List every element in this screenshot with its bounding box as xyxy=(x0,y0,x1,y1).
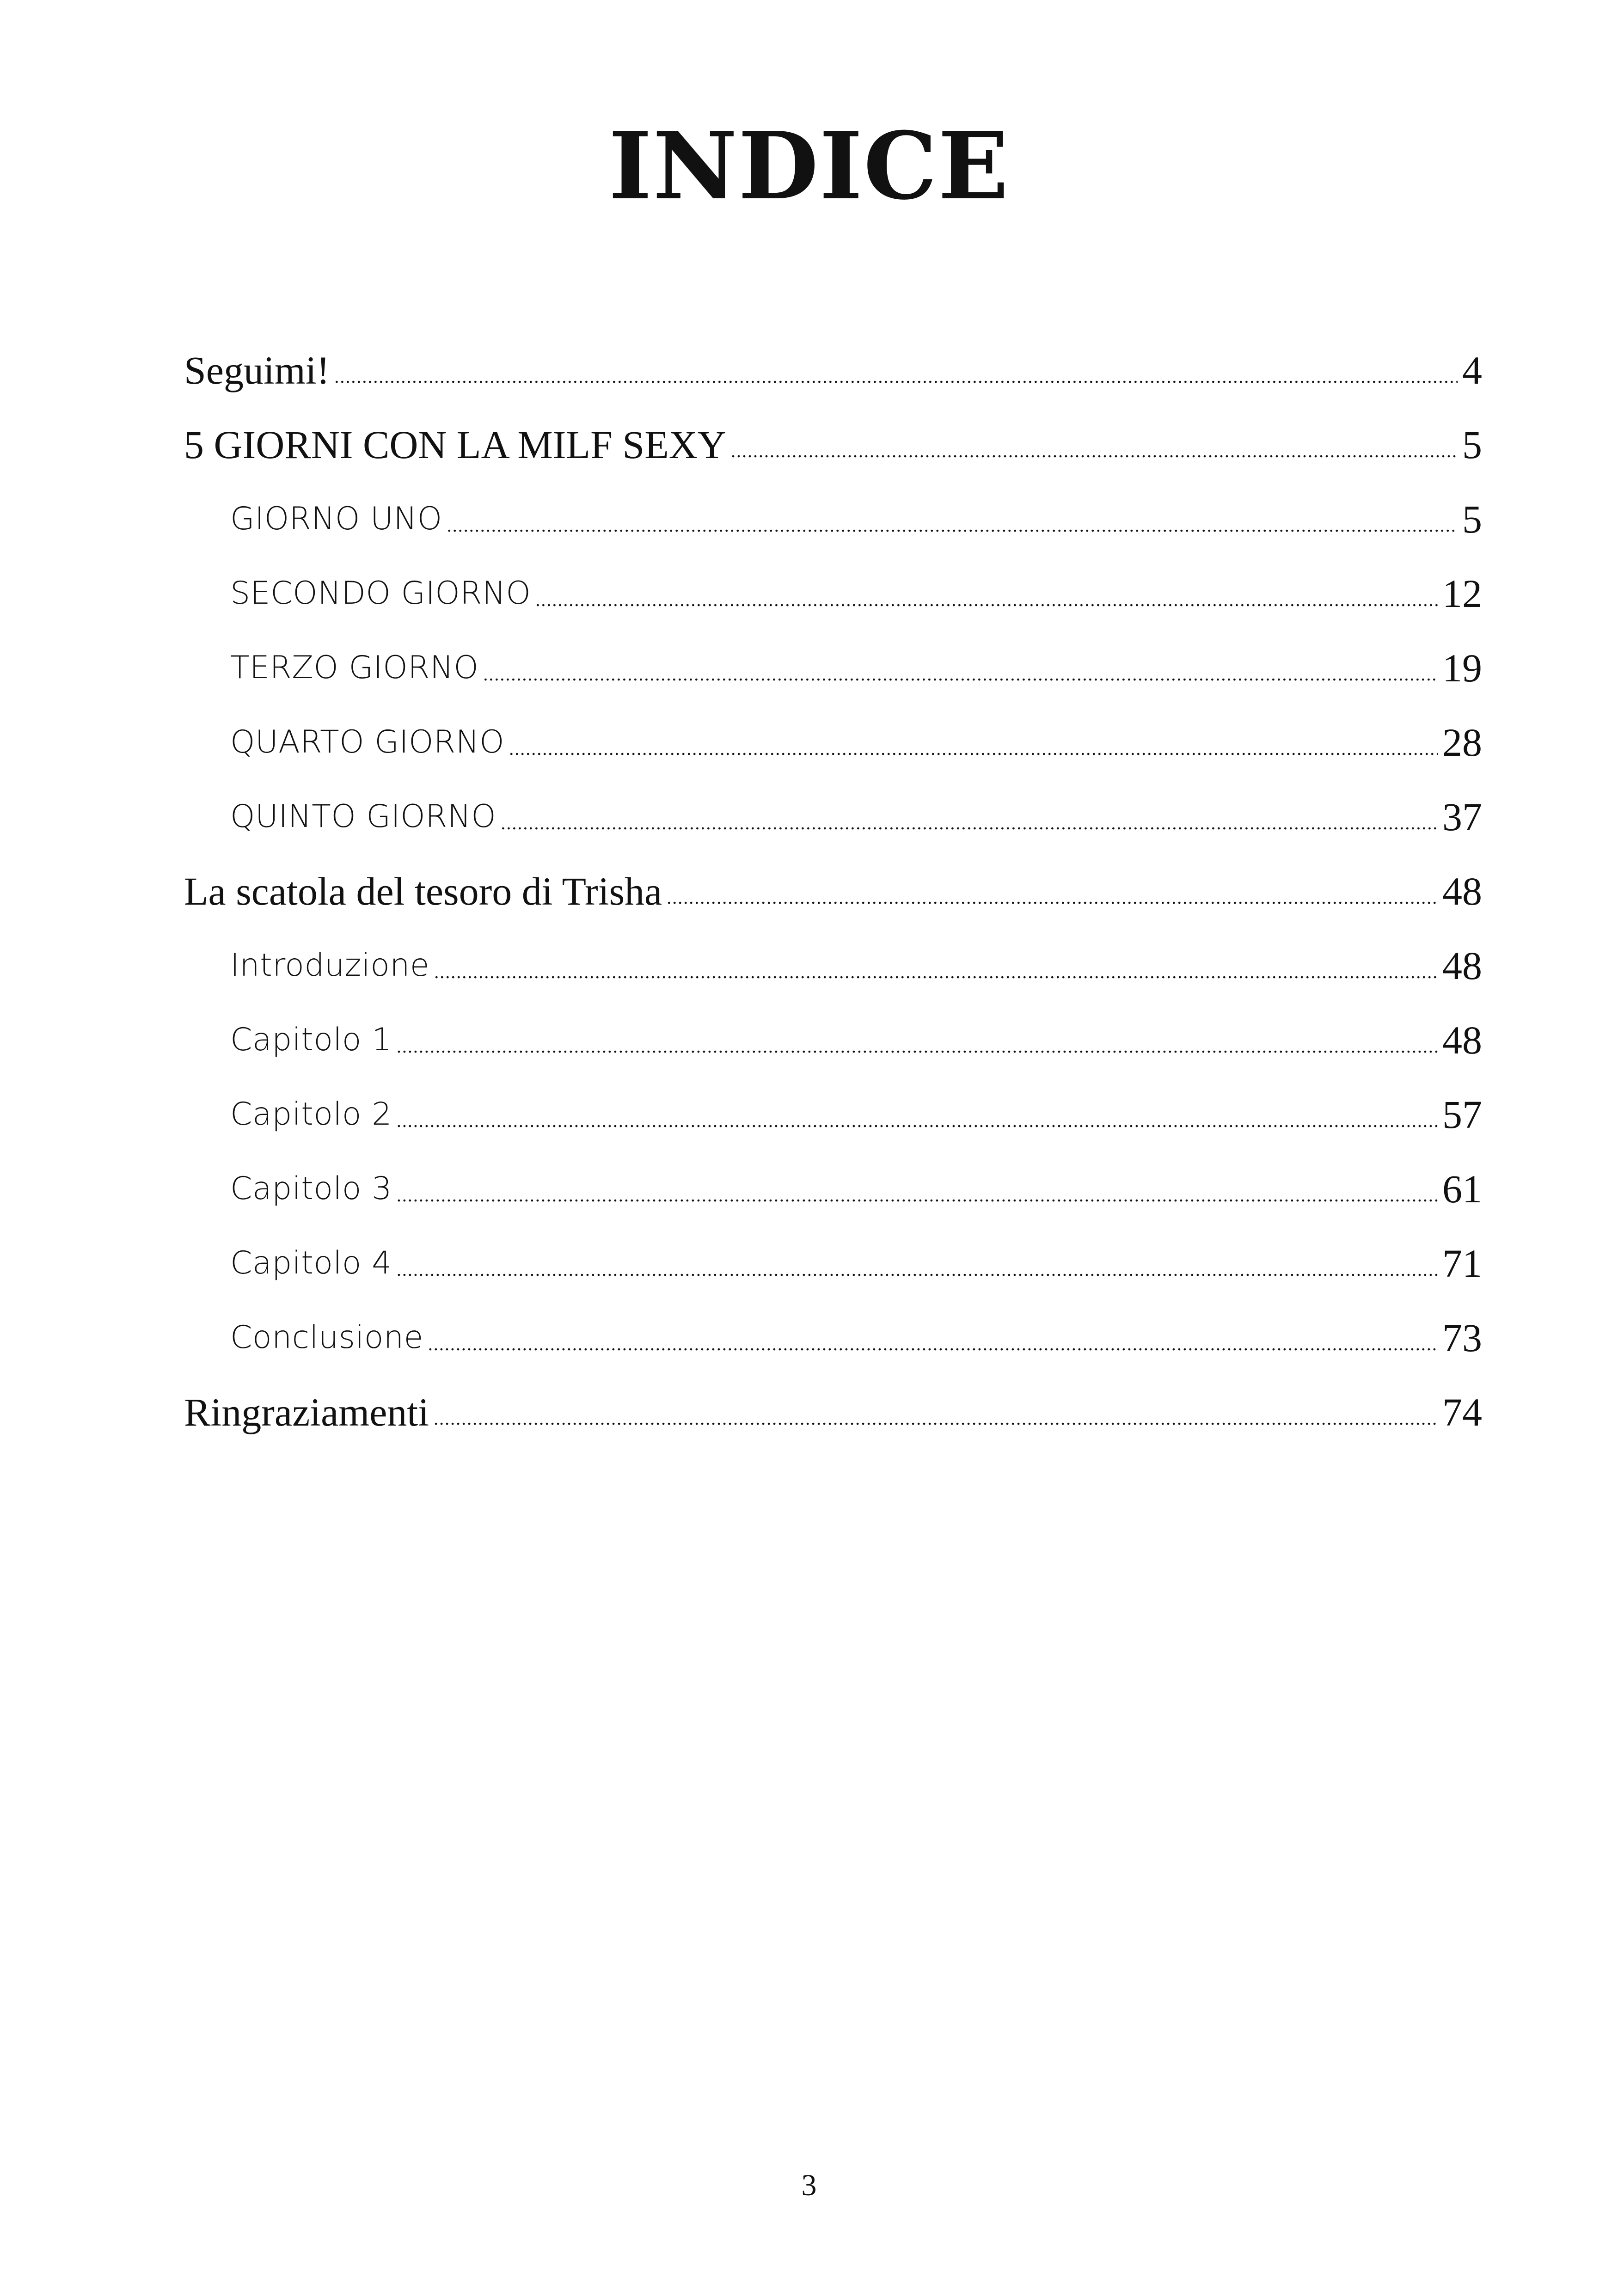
dot-leader xyxy=(447,516,1458,556)
toc-entry-label: Conclusione xyxy=(230,1319,423,1356)
dot-leader xyxy=(667,888,1438,928)
toc-entry-label: 5 GIORNI CON LA MILF SEXY xyxy=(184,422,726,467)
dot-leader xyxy=(483,665,1438,705)
toc-entry-label: Ringraziamenti xyxy=(184,1390,429,1434)
toc-subentry[interactable] xyxy=(184,705,1482,779)
toc-entry-label: Introduzione xyxy=(230,947,430,984)
page-title: INDICE xyxy=(608,112,1010,220)
toc-entry[interactable] xyxy=(184,333,1482,407)
table-of-contents xyxy=(184,333,1482,1449)
toc-subentry[interactable] xyxy=(184,1226,1482,1300)
dot-leader xyxy=(434,963,1438,1003)
toc-entry-label: GIORNO UNO xyxy=(230,501,442,537)
toc-entry-label: Capitolo 1 xyxy=(230,1022,392,1058)
toc-subentry[interactable] xyxy=(184,1300,1482,1375)
dot-leader xyxy=(434,1409,1438,1449)
dot-leader xyxy=(397,1186,1438,1226)
dot-leader xyxy=(397,1261,1438,1300)
toc-entry-label: Capitolo 2 xyxy=(230,1096,392,1133)
toc-entry-label: TERZO GIORNO xyxy=(230,649,479,686)
toc-entry[interactable] xyxy=(184,1375,1482,1449)
toc-entry-label: QUARTO GIORNO xyxy=(230,724,505,760)
toc-entry[interactable] xyxy=(184,854,1482,928)
dot-leader xyxy=(535,591,1438,631)
dot-leader xyxy=(501,814,1438,854)
dot-leader xyxy=(428,1335,1438,1375)
toc-entry-page: 48 xyxy=(1442,1017,1482,1062)
toc-entry-label: QUINTO GIORNO xyxy=(230,798,496,835)
toc-subentry[interactable] xyxy=(184,928,1482,1003)
toc-subentry[interactable] xyxy=(184,631,1482,705)
toc-subentry[interactable] xyxy=(184,556,1482,631)
toc-entry-page: 12 xyxy=(1442,571,1482,616)
toc-entry-page: 5 xyxy=(1462,496,1482,541)
toc-subentry[interactable] xyxy=(184,1003,1482,1077)
dot-leader xyxy=(731,442,1458,482)
toc-entry-label: La scatola del tesoro di Trisha xyxy=(184,869,662,913)
toc-entry-page: 73 xyxy=(1442,1315,1482,1360)
toc-entry-label: Seguimi! xyxy=(184,348,330,392)
toc-entry-page: 71 xyxy=(1442,1241,1482,1286)
toc-subentry[interactable] xyxy=(184,779,1482,854)
toc-entry-page: 74 xyxy=(1442,1390,1482,1434)
dot-leader xyxy=(397,1112,1438,1151)
toc-entry-page: 28 xyxy=(1442,720,1482,765)
toc-entry-page: 61 xyxy=(1442,1166,1482,1211)
toc-entry-page: 19 xyxy=(1442,645,1482,690)
toc-subentry[interactable] xyxy=(184,1077,1482,1151)
toc-entry[interactable] xyxy=(184,407,1482,482)
page-number: 3 xyxy=(801,2168,817,2202)
toc-subentry[interactable] xyxy=(184,482,1482,556)
toc-entry-page: 37 xyxy=(1442,794,1482,839)
toc-entry-label: SECONDO GIORNO xyxy=(230,575,531,612)
toc-entry-page: 4 xyxy=(1462,348,1482,392)
toc-subentry[interactable] xyxy=(184,1151,1482,1226)
toc-entry-page: 48 xyxy=(1442,943,1482,988)
dot-leader xyxy=(334,367,1458,407)
dot-leader xyxy=(509,740,1438,779)
toc-entry-label: Capitolo 4 xyxy=(230,1245,392,1281)
toc-entry-label: Capitolo 3 xyxy=(230,1170,392,1207)
toc-entry-page: 57 xyxy=(1442,1092,1482,1137)
toc-entry-page: 48 xyxy=(1442,869,1482,913)
dot-leader xyxy=(397,1037,1438,1077)
toc-entry-page: 5 xyxy=(1462,422,1482,467)
